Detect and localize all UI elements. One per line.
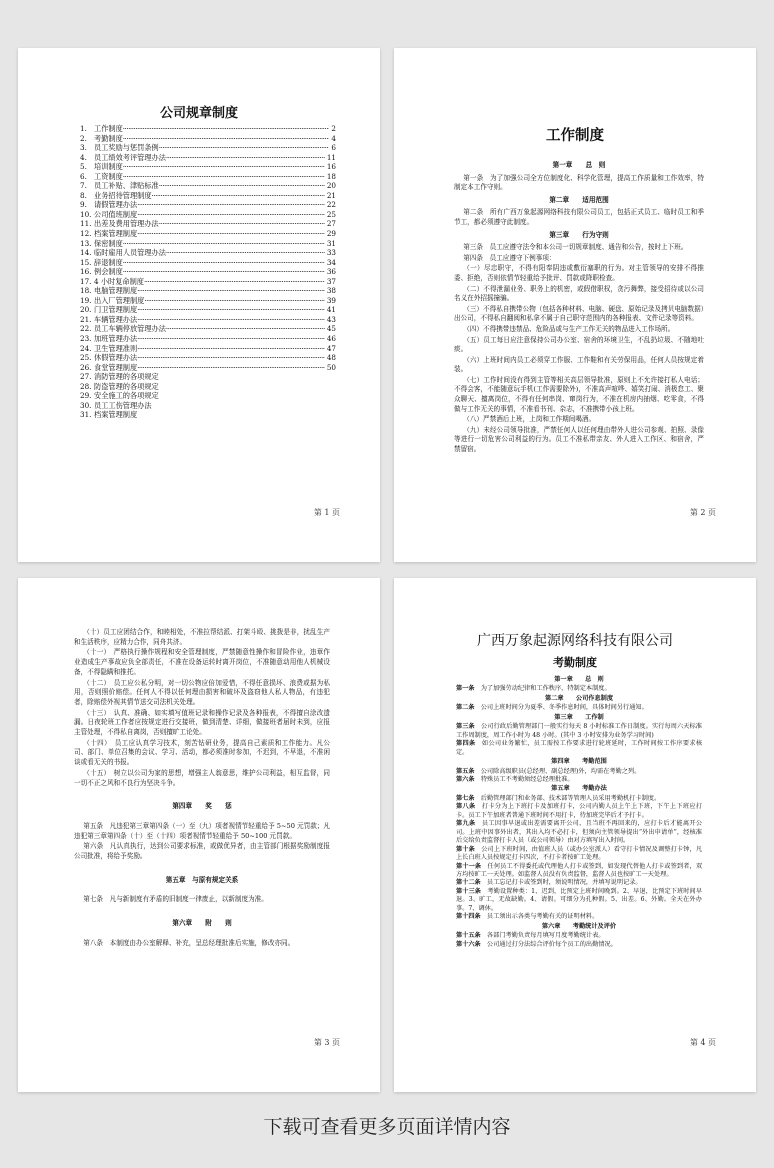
toc-leader [137,210,325,220]
toc-page: 38 [326,286,336,296]
paragraph: 第五条 凡违犯第三章第四条（一）至（九）项者视情节轻重给予 5~50 元罚款；凡违犯第三章第四条（十）至（十四）项者视情节轻重给予 50~100 元罚款。 [74,821,330,840]
toc-entry[interactable] [80,210,336,220]
toc-leader [137,200,325,210]
article-number: 第九条 [456,820,476,828]
toc-title-text: 安全施工的各项规定 [94,391,159,401]
toc-title-text: 卫生管理准则 [94,343,138,353]
paragraph: 第六条 凡认真执行，达到公司要求标准，或做优异者，由主管部门根据奖励制度报公司批准，将给予奖励。 [74,842,330,861]
toc-entry[interactable] [80,353,336,363]
article-paragraph [456,740,702,757]
toc-entry[interactable] [80,277,336,287]
article-paragraph [456,803,702,820]
toc-number: 17. [80,276,92,286]
toc-entry[interactable] [80,410,336,420]
toc-number: 30. [80,400,92,410]
toc-title-text: 档案管理制度 [94,410,138,420]
toc-title-text: 工作制度 [94,124,123,133]
toc-entry[interactable] [80,334,336,344]
paragraph: （四）不得携带违禁品、危险品或与生产工作无关的物品进入工作场所。 [463,324,675,333]
toc-title-text: 工资制度 [94,171,123,181]
toc-entry[interactable] [80,372,336,382]
toc-page: 11 [326,152,336,162]
toc-leader [137,286,325,296]
article-text: 公司上班时间分为夏季、冬季作息时间，具体时间另行通知。 [474,704,648,712]
toc-title-text: 出入厂管理制度 [94,295,145,305]
toc-number: 9. [80,200,87,210]
document-page-2 [394,48,756,562]
toc-number: 26. [80,362,92,372]
toc-number: 12. [80,229,92,239]
article-text: 后勤管理部门和业务部、技术部等管理人员采用考勤机打卡制度。 [474,794,661,802]
article-paragraph [456,846,702,863]
paragraph: （十一） 严格执行操作规程和安全管理制度，严禁随意性操作和冒险作业，违章作业造成生产事故应负全部责任，不准在设备运转时离开岗位，不准随意动用他人机械设备，不得隐瞒和推托。 [74,648,330,676]
toc-entry[interactable] [80,200,336,210]
toc-page: 36 [326,267,336,277]
toc-number: 29. [80,391,92,401]
paragraph: （五）员工每日应注意保持公司办公室、宿舍的环境卫生，不乱扔垃圾、不随地吐痰。 [454,335,704,354]
toc-leader [144,277,325,287]
page-number: 第 4 页 [689,1038,716,1047]
toc-leader [137,344,325,354]
toc-leader [152,191,325,201]
toc-number: 18. [80,286,92,296]
article-text: 公司除高级职员(总经理、副总经理)外，均需在考勤之列。 [474,767,641,775]
chapter-heading: 第六章 考勤统计及评价 [541,922,617,930]
toc-title-text: 请假管理办法 [94,200,138,210]
toc-number: 28. [80,381,92,391]
toc-page: 34 [326,257,336,267]
toc-entry[interactable] [80,315,336,325]
article-number: 第三条 [456,723,475,731]
article-number: 第十四条 [456,913,481,921]
toc-entry[interactable] [80,124,336,134]
company-name: 广西万象起源网络科技有限公司 [477,633,673,649]
toc-page: 39 [326,295,336,305]
toc-leader [123,124,330,134]
article-number: 第五条 [456,767,475,775]
toc-title-text: 车辆管理办法 [94,314,138,324]
paragraph: 第一条 为了加强公司全方位制度化、科学化管理，提高工作质量和工作效率，特制定本工作守则。 [454,173,704,192]
article-text: 公司行政后勤管理部门一般实行每天 8 小时标准工作日制度。实行每周六天标准工作周制度，周工作小时为 48 小时。(其中 3 小时安排为业务学习时间) [456,723,702,739]
document-page-4 [394,578,756,1092]
toc-title-text: 公司值班制度 [94,209,138,219]
toc-page: 18 [326,171,336,181]
toc-number: 20. [80,305,92,315]
toc-title-text: 业务招待管理制度 [94,190,152,200]
toc-page: 50 [326,362,336,372]
paragraph: （三）不得私自携带公物（包括各种材料、电脑、硬盘、原始记录及拷贝电脑数据）出公司，不得私自翻阅和私拿不属于自己职守范围内的各种报表、文件记录等资料。 [454,304,704,323]
toc-title-text: 4 小时复命制度 [94,276,144,286]
paragraph: （二）不得泄漏业务、职务上的机密，或假借职权，贪污舞弊，接受招待或以公司名义在外招摇撞骗。 [454,284,704,303]
article-paragraph [456,776,702,784]
paragraph: 第八条 本制度由办公室解释、补充，呈总经理批准后实施，修改亦同。 [83,938,295,947]
toc-page: 21 [326,190,336,200]
article-text: 打卡分为上下班打卡及加班打卡，公司内勤人员上午上下班，下午上下班应打卡。员工下午加班者普通下班时间不用打卡，待加班完毕后才予打卡。 [456,803,703,819]
article-number: 第二条 [456,704,475,712]
paragraph: （十）员工应团结合作，和睦相处，不准拉帮结派、打架斗殴、挑拨是非，扰乱生产和生活秩序，应精力合作，同舟共济。 [74,628,330,646]
toc-number: 2. [80,133,87,143]
paragraph: （八）严禁酒后上班，上岗和工作期间喝酒。 [463,415,596,424]
page-body [74,628,330,950]
toc-entry[interactable] [80,363,336,373]
toc-title-text: 员工车辆停放管理办法 [94,324,166,334]
toc-number: 6. [80,171,87,181]
toc-number: 11. [80,219,92,229]
toc-entry[interactable] [80,153,336,163]
article-text: 如公司业务繁忙，员工需按工作要求进行轮班延时，工作时间按工作序要求核定。 [456,740,703,756]
toc-entry[interactable] [80,391,336,401]
article-paragraph [456,768,702,776]
article-number: 第一条 [456,685,475,693]
paragraph: 第三条 员工应遵守法令和本公司一切规章制度、通告和公告，按时上下班。 [463,243,688,252]
paragraph: （九）未经公司领导批准，严禁任何人以任何理由带外人进公司参观、拍照、录像等进行一切危害公司利益的行为。员工不准私带亲友、外人进入工作区、和宿舍，严禁留宿。 [454,425,704,454]
chapter-heading: 第四章 考勤范围 [551,758,607,766]
article-text: 公司上下班时间，由值班人员（或办公室派人）看守打卡情况及调整打卡钟，凡上长白班人员按规定打卡四次，不打卡者按旷工处理。 [456,845,703,862]
article-text: 任何员工不得委托或代理他人打卡或签到，如发现代替他人打卡或签到者，双方均按旷工一天处理。如监督人员没有负责监督，监督人员也按旷工一天处理。 [456,862,703,878]
paragraph: （十二） 员工应公私分明，对一切公物应倍加爱惜，不得任意损坏、浪费或据为私用，否则照价赔偿。任何人不得以任何理由损害和破坏及盗窃他人私人物品，有违犯者，除赔偿外视其情节送交司法机关处理。 [74,678,330,706]
paragraph: （十五） 树立以公司为家的思想，增强主人翁意思，维护公司利益，相互监督，同一切不正之风和不良行为坚决斗争。 [74,768,330,787]
chapter-heading: 第五章 与原有规定关系 [165,875,239,884]
toc-number: 14. [80,248,92,258]
article-text: 员工因事早退或出差需要离开公司，且当班不再回来的，应打卡后才能离开公司。上班中因事外出者，其出入均不必打卡，但须向主管领导提出“外出申请单”，经核准后交给负责监督打卡人员（或公司领导）由对方填写出入时间。 [456,820,703,845]
article-number: 第六条 [456,775,475,783]
article-text: 为了加强劳动纪律和工作秩序，特制定本制度。 [474,685,611,693]
paragraph: 第七条 凡与新制度有矛盾的旧制度一律废止，以新制度为准。 [83,895,268,904]
article-paragraph [456,888,702,913]
document-page-1 [18,48,380,562]
article-paragraph [456,913,702,921]
toc-leader [123,239,325,249]
toc-number: 13. [80,238,92,248]
article-paragraph [456,932,702,940]
toc-leader [166,248,325,258]
toc-leader [166,324,325,334]
toc-title-text: 食堂管理制度 [94,362,138,372]
toc-title-text: 员工绩效考评管理办法 [94,152,166,162]
article-number: 第十条 [456,845,475,853]
paragraph: （七）工作时间没有得到主管等相关高层领导批准，原则上不允许接打私人电话；不得会客，不能随意玩手机(工作需要除外)，不准高声喧哗、嬉笑打闹、消极怠工、聚众聊天、擅离岗位，不得有任何串岗、窜岗行为，不准在机房内抽烟、吃零食，不得做与工作无关的事情，不准看书刊、杂志，不准携带小孩上班。 [454,375,704,413]
page-title: 考勤制度 [553,656,597,669]
toc-number: 10. [80,209,92,219]
toc-entry[interactable] [80,248,336,258]
toc-page: 31 [326,238,336,248]
toc-number: 5. [80,162,87,172]
article-text: 员工须出示各类与考勤有关的证明材料。 [480,913,599,921]
article-text: 各部门考勤负责每月填写月度考勤统计表。 [480,932,605,940]
document-page-3 [18,578,380,1092]
toc-leader [144,296,325,306]
chapter-heading: 第三章 行为守则 [549,230,609,239]
page-number: 第 3 页 [313,1038,340,1047]
toc-title-text: 员工补贴、津贴标准 [94,181,159,191]
paragraph: （十四） 员工应认真学习技术，刻苦钻研业务，提高自己素质和工作能力。凡公司、部门、单位召集的会议、学习、活动，都必须准时参加，不迟到，不早退，不准闲谈或看无关的书报。 [74,738,330,767]
article-paragraph [456,685,702,693]
article-number: 第八条 [456,803,476,811]
toc-entry[interactable] [80,401,336,411]
toc-title-text: 考勤制度 [94,133,123,143]
page-body [456,675,702,949]
toc-leader [137,315,325,325]
chapter-heading: 第四章 奖 惩 [172,802,232,811]
toc-page: 4 [331,133,336,143]
toc-page: 25 [326,209,336,219]
chapter-heading: 第六章 附 则 [172,919,232,928]
toc-entry[interactable] [80,172,336,182]
article-paragraph [456,941,702,949]
toc-number: 31. [80,410,92,420]
toc-title-text: 休假管理办法 [94,353,138,363]
toc-title: 公司规章制度 [159,106,238,121]
article-paragraph [456,863,702,880]
toc-entry[interactable] [80,219,336,229]
toc-page: 33 [326,248,336,258]
article-number: 第十六条 [456,940,481,948]
toc-page: 16 [326,162,336,172]
page-number: 第 2 页 [689,508,716,517]
toc-entry[interactable] [80,134,336,144]
toc-title-text: 培训制度 [94,162,123,172]
chapter-heading: 第一章 总 则 [552,161,606,169]
toc-title-text: 保密制度 [94,238,123,248]
article-number: 第十五条 [456,932,481,940]
toc-page: 48 [326,353,336,363]
toc-leader [137,229,325,239]
toc-entry[interactable] [80,267,336,277]
toc-number: 23. [80,334,92,344]
toc-page: 22 [326,200,336,210]
toc-leader [137,353,325,363]
toc-page: 27 [326,219,336,229]
toc-page: 46 [326,334,336,344]
toc-leader [166,153,325,163]
toc-title-text: 电脑管理制度 [94,286,138,296]
toc-leader [159,181,325,191]
toc-page: 41 [326,305,336,315]
toc-leader [123,267,325,277]
paragraph: （十三） 认真、准确、如实填写值班记录和操作记录及各种报表，不得擅自涂改遗漏。日夜轮班工作者应按规定进行交接班，做到清楚、详细，做接班者届时未到，应报主管处理，不得私自离岗，否则擅旷工论处。 [74,708,330,737]
toc-number: 4. [80,152,87,162]
toc-number: 3. [80,143,87,153]
toc-leader [137,334,325,344]
article-number: 第四条 [456,740,476,748]
article-text: 特殊员工不考勤须经总经理批准。 [474,775,574,783]
toc-number: 8. [80,190,87,200]
article-text: 考勤设置种类：1、迟到，比预定上班时间晚到。2、早退，比预定下班时间早退。3、旷工，无故缺勤。4、请假。可细分为孔种假。5、出差。6、外勤。全天在外办事。7、调休。 [456,887,703,912]
toc-number: 19. [80,295,92,305]
article-paragraph [456,879,702,887]
toc-leader [123,162,325,172]
page-title: 工作制度 [546,127,604,144]
toc-number: 1. [80,124,87,133]
toc-page: 6 [331,143,336,153]
toc-entry[interactable] [80,305,336,315]
toc-title-text: 消防管理的各项规定 [94,372,159,382]
chapter-heading: 第五章 考勤办法 [551,785,607,793]
toc-entry[interactable] [80,296,336,306]
article-number: 第十二条 [456,879,481,887]
toc-page: 37 [326,276,336,286]
toc-leader [123,172,325,182]
toc-page: 20 [326,181,336,191]
toc-title-text: 门卫管理制度 [94,305,138,315]
toc-entry[interactable] [80,239,336,249]
toc-page: 2 [331,124,336,133]
article-paragraph [456,704,702,712]
toc-entry[interactable] [80,286,336,296]
toc-title-text: 例会制度 [94,267,123,277]
article-text: 公司通过打分法综合评价每个员工的出勤情况。 [480,940,617,948]
toc-title-text: 辞退制度 [94,257,123,267]
toc-entry[interactable] [80,324,336,334]
table-of-contents [80,124,336,420]
toc-page: 29 [326,229,336,239]
toc-title-text: 防盗管理的各项规定 [94,381,159,391]
download-more-link[interactable]: 下载可查看更多页面详情内容 [263,1116,511,1138]
toc-title-text: 临时雇用人员管理办法 [94,248,166,258]
toc-entry[interactable] [80,344,336,354]
article-number: 第十三条 [456,887,482,895]
toc-entry[interactable] [80,162,336,172]
toc-title-text: 档案管理制度 [94,229,138,239]
toc-number: 24. [80,343,92,353]
toc-number: 25. [80,353,92,363]
toc-number: 16. [80,267,92,277]
paragraph: （一）尽忠职守，不得有阳奉阴违或敷衍塞职的行为。对主管领导的安排不得推委、拒绝，否则依情节轻重给予批评、罚款或降职检查。 [454,264,704,282]
toc-entry[interactable] [80,258,336,268]
chapter-heading: 第一章 总 则 [554,676,604,683]
toc-page: 47 [326,343,336,353]
toc-number: 22. [80,324,92,334]
article-paragraph [456,723,702,740]
toc-number: 7. [80,181,87,191]
toc-title-text: 加班管理办法 [94,334,138,344]
toc-page: 45 [326,324,336,334]
toc-leader [137,305,325,315]
toc-title-text: 员工工伤管理办法 [94,400,152,410]
toc-leader [159,143,330,153]
toc-number: 27. [80,372,92,382]
paragraph: 第四条 员工应遵守下例事项： [463,253,556,262]
page-body [454,158,704,456]
chapter-heading: 第三章 工作制 [554,713,604,721]
toc-entry[interactable] [80,382,336,392]
article-number: 第七条 [456,794,475,802]
toc-title-text: 出差及费用管理办法 [94,219,159,229]
toc-leader [159,219,325,229]
toc-number: 21. [80,314,92,324]
chapter-heading: 第二章 公司作息制度 [544,694,614,702]
chapter-heading: 第二章 适用范围 [549,195,609,204]
toc-leader [137,363,325,373]
toc-leader [123,134,330,144]
article-text: 员工忘记打卡或签到时，须说明情况，并填写说明记录。 [480,879,642,887]
toc-entry[interactable] [80,143,336,153]
paragraph: 第二条 所有广西万象起源网络科技有限公司员工，包括正式员工、临时员工和季节工，都必须遵守此制度。 [454,208,704,226]
toc-number: 15. [80,257,92,267]
toc-title-text: 员工奖励与惩罚条例 [94,143,159,153]
toc-leader [123,258,325,268]
article-paragraph [456,820,702,845]
page-number: 第 1 页 [313,508,340,517]
toc-entry[interactable] [80,191,336,201]
toc-page: 43 [326,314,336,324]
paragraph: （六）上班时间内员工必须穿工作服、工作鞋和有关劳保用品，任何人员按规定着装。 [454,355,704,374]
toc-entry[interactable] [80,181,336,191]
article-number: 第十一条 [456,862,482,870]
toc-entry[interactable] [80,229,336,239]
